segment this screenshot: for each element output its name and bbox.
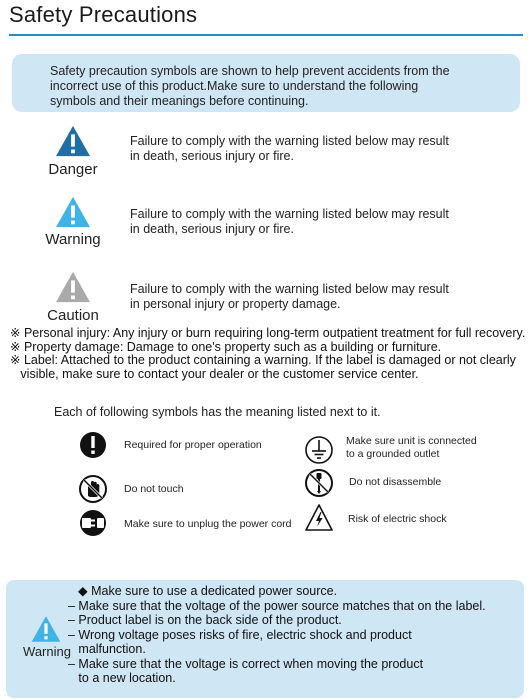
unplug-icon [78,508,108,538]
intro-box [12,54,520,112]
description-line: in personal injury or property damage. [130,297,341,311]
do-not-touch-icon [78,474,108,504]
caution-label: Caution [47,307,99,324]
description-line: Failure to comply with the warning listed below may result [130,282,449,296]
symbol-label: Required for proper operation [124,439,262,451]
intro-line: incorrect use of this product.Make sure to understand the following [50,79,419,93]
ground-icon [304,435,334,465]
danger-triangle-icon [54,124,92,158]
intro-text [50,64,490,109]
warning-label: Warning [45,231,101,248]
warning-triangle-icon [54,195,92,229]
description-line: in death, serious injury or fire. [130,149,294,163]
note-label-continued: visible, make sure to contact your dealer or the customer service center. [10,366,419,381]
title-rule [9,34,523,36]
symbols-intro: Each of following symbols has the meaning listed next to it. [54,405,381,419]
warning-line: malfunction. [68,642,146,656]
symbol-label: Make sure to unplug the power cord [124,518,292,530]
intro-line: symbols and their meanings before continuing. [50,94,309,108]
definitions-notes [10,327,526,381]
warning-triangle-icon [30,614,62,644]
do-not-disassemble-icon [304,468,334,498]
description-line: Failure to comply with the warning listed below may result [130,134,449,148]
description-line: Failure to comply with the warning listed below may result [130,207,449,221]
note-personal-injury: ※ Personal injury: Any injury or burn requiring long-term outpatient treatment for full recovery. [10,326,526,340]
warning-line: – Product label is on the back side of the product. [68,613,342,627]
symbol-label-line: to a grounded outlet [346,448,440,460]
page-title: Safety Precautions [9,2,198,27]
note-label: ※ Label: Attached to the product containing a warning. If the label is damaged or not clearly [10,353,516,367]
symbol-label: Risk of electric shock [348,513,447,525]
warning-description [130,207,490,237]
caution-description [130,282,490,312]
symbol-label [346,435,516,461]
intro-line: Safety precaution symbols are shown to help prevent accidents from the [50,64,450,78]
warning-line: – Make sure that the voltage is correct when moving the product [68,656,424,671]
exclamation-circle-icon [78,430,108,460]
description-line: in death, serious injury or fire. [130,222,294,236]
symbol-label: Do not touch [124,483,184,495]
note-property-damage: ※ Property damage: Damage to one's property such as a building or furniture. [10,339,442,354]
danger-description [130,134,490,164]
symbol-label-line: Make sure unit is connected [346,435,477,447]
warning-line: ◆ Make sure to use a dedicated power source. [78,584,338,598]
warning-line: to a new location. [68,671,176,685]
warning-line: – Wrong voltage poses risks of fire, electric shock and product [68,627,412,642]
power-source-warning-box [6,580,524,698]
symbol-label: Do not disassemble [349,476,442,488]
warning-line: – Make sure that the voltage of the power source matches that on the label. [68,598,486,613]
danger-label: Danger [48,161,98,178]
warning-box-text [68,584,518,686]
electric-shock-icon [304,503,334,533]
caution-triangle-icon [54,270,92,304]
warning-box-label: Warning [23,644,71,659]
